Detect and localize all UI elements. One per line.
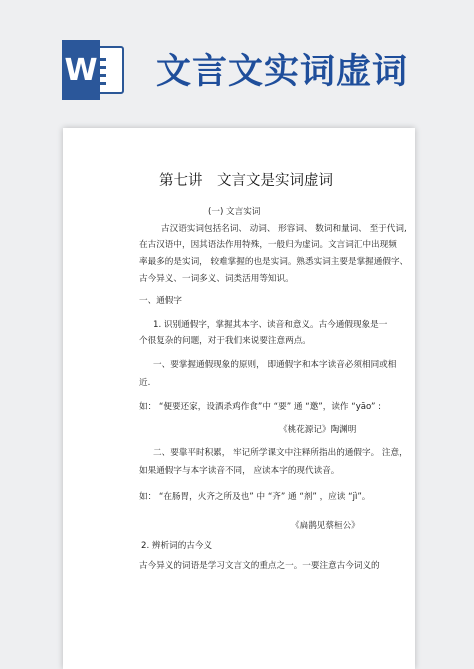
- section-heading: (一) 文言实词: [208, 207, 261, 217]
- paragraph-line: 近.: [139, 378, 151, 388]
- word-badge: W: [62, 40, 100, 100]
- paragraph-line: 个很复杂的问题，对于我们来说要注意两点。: [139, 336, 311, 346]
- paragraph-line: 如果通假字与本字读音不同， 应读本字的现代读音。: [139, 466, 340, 476]
- header-banner: [0, 0, 474, 110]
- banner-title: 文言文实词虚词: [156, 52, 409, 92]
- word-icon: [62, 40, 128, 100]
- paragraph-line: 在古汉语中，因其语法作用特殊，一般归为虚词。文言词汇中出现频: [139, 240, 397, 250]
- paragraph-line: 二、要靠平时积累， 牢记所学课文中注释所指出的通假字。 注意，: [153, 448, 408, 458]
- paragraph-line: 一、要掌握通假现象的原则， 即通假字和本字读音必须相同或相: [153, 360, 397, 370]
- paragraph-line: 1. 识别通假字，掌握其本字、读音和意义。古今通假现象是一: [153, 320, 388, 330]
- example-line: 如： “在肠胃，火齐之所及也” 中 “齐” 通 “剂” ，应读 “jì”。: [139, 492, 371, 502]
- source-citation: 《扁鹊见蔡桓公》: [291, 521, 360, 531]
- paragraph-line: 古今异义、一词多义、词类活用等知识。: [139, 274, 294, 284]
- list-heading: 一、通假字: [139, 296, 182, 306]
- document-title: 第七讲 文言文是实词虚词: [159, 173, 333, 189]
- source-citation: 《桃花源记》陶渊明: [279, 425, 357, 435]
- paragraph-line: 古汉语实词包括名词、 动词、 形容词、 数词和量词、 至于代词,: [161, 224, 407, 234]
- list-heading: 2. 辨析词的古今义: [141, 541, 213, 551]
- document-page: [63, 128, 415, 669]
- example-line: 如： “便要还家，设酒杀鸡作食”中 “要” 通 “邀”，读作 “yāo” :: [139, 402, 382, 412]
- paragraph-line: 率最多的是实词， 较难掌握的也是实词。熟悉实词主要是掌握通假字、: [139, 257, 409, 267]
- paragraph-line: 古今异义的词语是学习文言文的重点之一。一要注意古今词义的: [139, 561, 380, 571]
